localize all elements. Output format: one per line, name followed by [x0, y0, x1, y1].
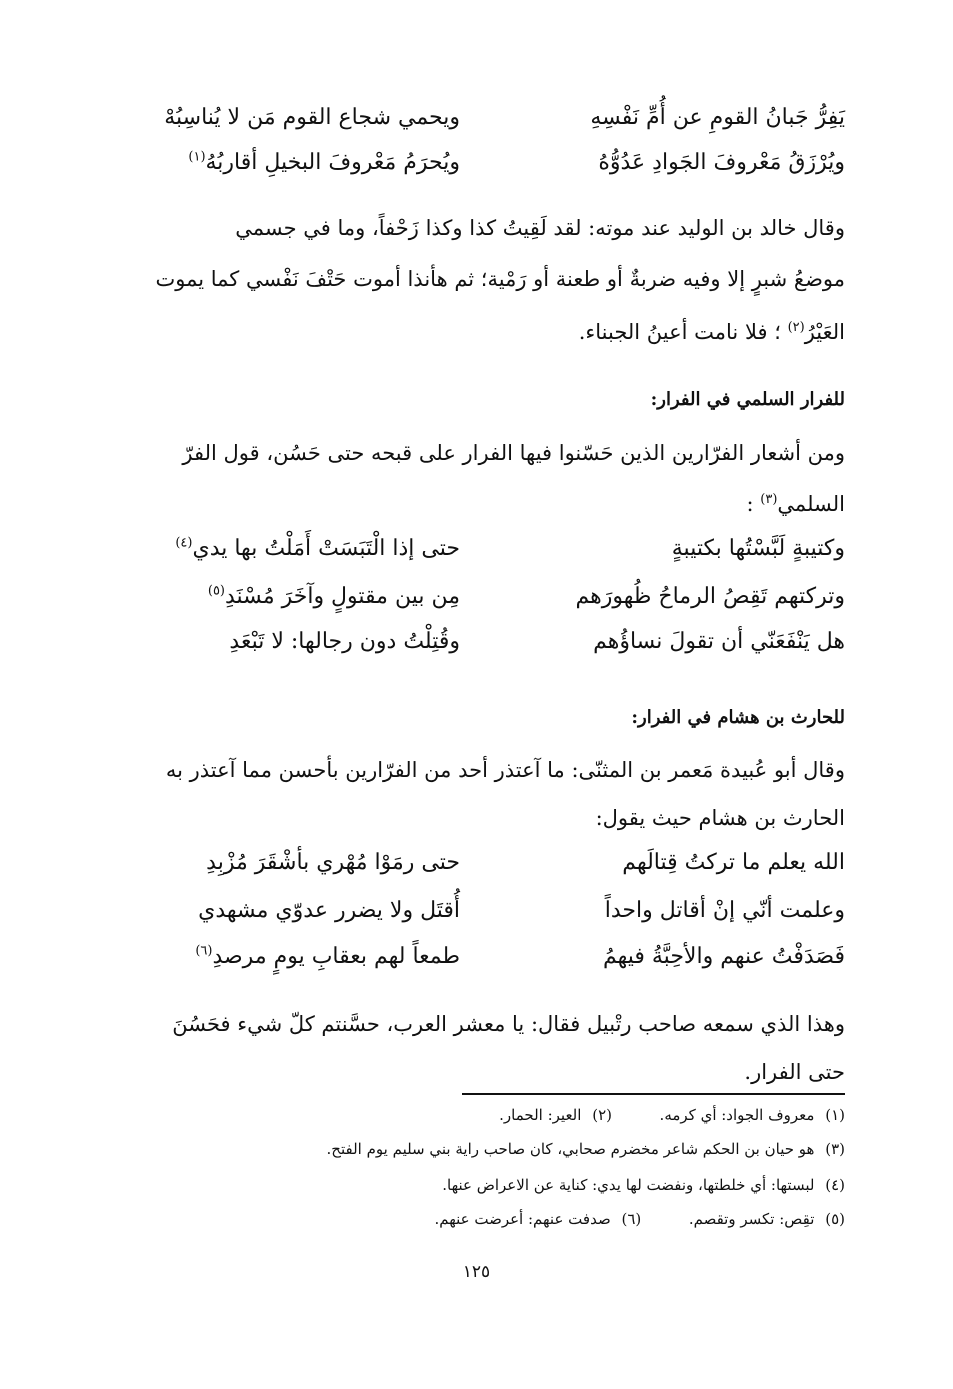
section-heading: للحارث بن هشام في الفرار: — [631, 707, 845, 728]
verse-text: ويُحرَمُ مَعْروفَ البخيلِ أقاربُهُ — [205, 150, 460, 175]
section-heading: للفرار السلمي في الفرار: — [650, 389, 845, 410]
footnote-number: (٣) — [825, 1140, 845, 1158]
verse-first-hemistich: وكتيبةٍ لَبَّسْتُها بكتيبةٍ — [671, 536, 845, 561]
verse-first-hemistich: وتركتهم تَقِصُ الرماحُ ظُهورَهم — [575, 584, 845, 609]
paragraph-line: حتى الفرار. — [744, 1060, 845, 1084]
verse-second-hemistich — [164, 96, 460, 140]
verse-line — [100, 575, 845, 619]
footnote-line — [442, 1172, 845, 1198]
verse-text: وقُتِلْتُ دون رجالها: لا تَبْعَدِ — [229, 629, 460, 654]
verse-line — [100, 96, 845, 140]
footnote-marker: (٣) — [760, 492, 778, 507]
verse-first-hemistich: يَفِرُّ جَبانُ القومِ عن أُمِّ نَفْسِهِ — [590, 105, 845, 130]
footnote-number: (٤) — [825, 1176, 845, 1194]
footnote-number: (٥) — [825, 1210, 845, 1228]
footnote-text: تقِص: تكسر وتقصم. — [688, 1210, 815, 1228]
paragraph-line: موضعُ شبرٍ إلا وفيه ضربةٌ أو طعنة أو رَمْية؛ ثم هأنذا أموت حَتْفَ نَفْسي كما يموت — [155, 267, 845, 291]
footnote-line — [327, 1136, 845, 1162]
footnote-text: صدفت عنهم: أعرضت عنهم. — [434, 1210, 611, 1228]
verse-second-hemistich — [229, 620, 460, 664]
verse-line — [100, 841, 845, 885]
footnote-line — [434, 1206, 845, 1232]
verse-first-hemistich: فَصَدَفْتُ عنهم والأحِبَّةُ فيهمُ — [602, 944, 845, 969]
footnote-text: معروف الجواد: أي كرمه. — [659, 1106, 815, 1124]
paragraph-line: وقال خالد بن الوليد عند موته: لقد لَقِيتُ كذا وكذا زَحْفاً، وما في جسمي — [235, 216, 845, 240]
verse-line — [100, 935, 845, 979]
paragraph-text: العَيْرُ — [804, 320, 845, 344]
paragraph-line: وقال أبو عُبيدة مَعمر بن المثنّى: ما آعتذر أحد من الفرّارين بأحسن مما آعتذر به — [165, 758, 845, 782]
verse-first-hemistich: الله يعلم ما تركتُ قِتالَهم — [622, 850, 845, 875]
verse-second-hemistich — [208, 575, 460, 619]
paragraph-line: ومن أشعار الفرّارين الذين حَسّنوا فيها الفرار على قبحه حتى حَسُن، قول الفرّ — [182, 441, 845, 465]
verse-text: حتى إذا الْتَبَسَتْ أَمَلْتُ بها يدي — [192, 536, 460, 561]
paragraph-line: وهذا الذي سمعه صاحب رتْبيل فقال: يا معشر العرب، حسَّنتم كلّ شيء فحَسُنَ — [172, 1012, 845, 1036]
verse-text: مِن بين مقتولٍ وآخَرَ مُسْنَدِ — [225, 584, 460, 609]
footnote-number: (١) — [825, 1106, 845, 1124]
verse-second-hemistich — [195, 935, 460, 979]
footnote-text: هو حيان بن الحكم شاعر مخضرم صحابي، كان صاحب راية بني سليم يوم الفتح. — [326, 1140, 815, 1158]
verse-line — [100, 889, 845, 933]
verse-text: ويحمي شجاع القوم مَن لا يُناسِبُهْ — [164, 105, 460, 130]
paragraph-line: الحارث بن هشام حيث يقول: — [595, 806, 845, 830]
footnote-marker: (٤) — [175, 535, 193, 551]
footnote-marker: (٥) — [207, 583, 225, 599]
verse-first-hemistich: وعلمت أنّي إنْ أقاتل واحداً — [604, 898, 845, 923]
verse-text: أُقتَل ولا يضرر عدوّي مشهدي — [198, 898, 460, 923]
footnote-separator — [462, 1093, 845, 1095]
verse-text: طمعاً لهم بعقابِ يومٍ مرصدِ — [212, 944, 460, 969]
footnote-text: العير: الحمار. — [499, 1106, 582, 1124]
verse-second-hemistich — [206, 841, 460, 885]
footnote-number: (٢) — [592, 1106, 612, 1124]
verse-line — [100, 141, 845, 185]
footnote-number: (٦) — [621, 1210, 642, 1228]
verse-text: حتى رمَوْا مُهْري بأشْقَرَ مُزْبِدِ — [206, 850, 460, 875]
verse-second-hemistich — [175, 527, 460, 571]
paragraph-text: ؛ فلا نامت أعينُ الجبناء. — [578, 320, 781, 344]
verse-second-hemistich — [188, 141, 460, 185]
verse-line — [100, 527, 845, 571]
footnote-text: لبستها: أي خلطتها، ونفضت لها يدي: كناية عن الاعراض عنها. — [442, 1176, 815, 1194]
verse-line — [100, 620, 845, 664]
paragraph-text: السلمي — [777, 492, 845, 516]
footnote-marker: (٦) — [195, 943, 213, 959]
footnote-marker: (٢) — [787, 320, 805, 335]
paragraph-line — [100, 484, 845, 524]
footnote-line — [499, 1102, 845, 1128]
page-number: ١٢٥ — [462, 1262, 491, 1282]
verse-second-hemistich — [198, 889, 460, 933]
footnote-marker: (١) — [188, 149, 206, 165]
verse-first-hemistich: ويُرْزَقُ مَعْروفَ الجَوادِ عَدُوُّهُ — [598, 150, 845, 175]
verse-first-hemistich: هل يَنْفَعَنّي أن تقولَ نساؤُهم — [593, 629, 845, 654]
paragraph-line — [100, 312, 845, 352]
paragraph-text: : — [746, 492, 754, 516]
